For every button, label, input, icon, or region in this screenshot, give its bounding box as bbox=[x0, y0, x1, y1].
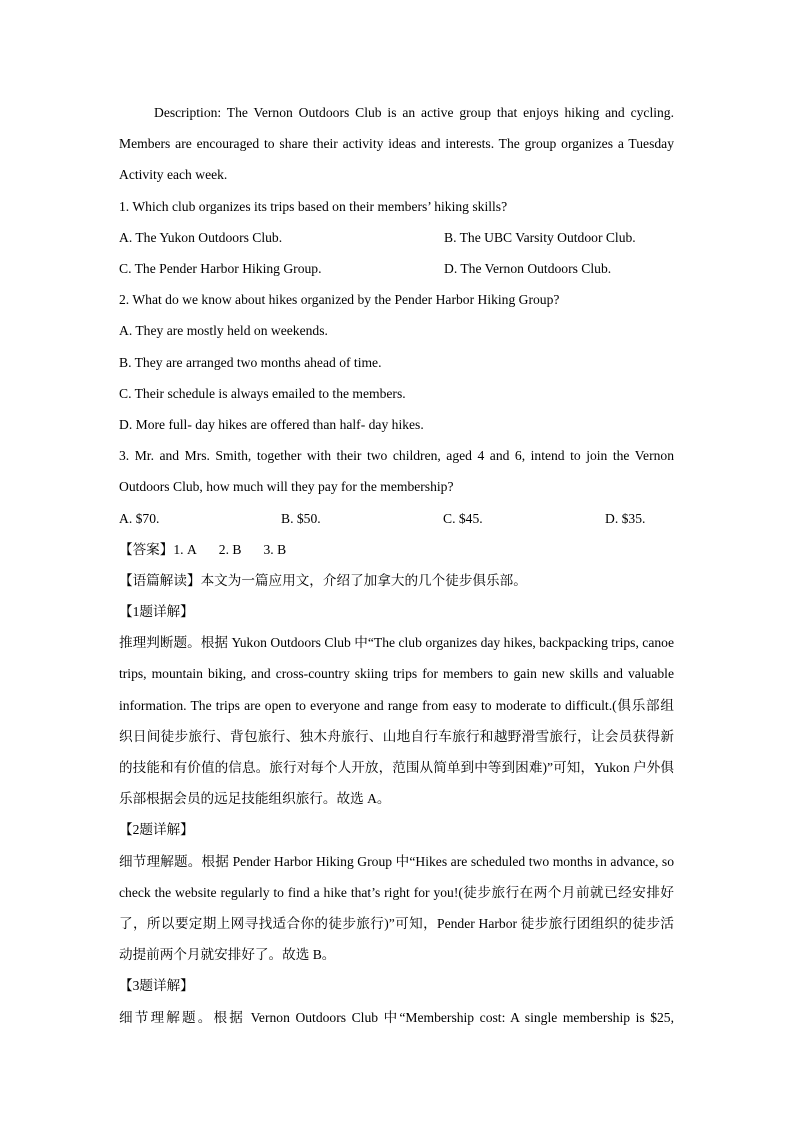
document-page bbox=[119, 97, 674, 1033]
question-1-options-row2 bbox=[119, 253, 674, 284]
question-2-option-a: A. They are mostly held on weekends. bbox=[119, 323, 328, 339]
question-3-option-a: A. $70. bbox=[119, 510, 160, 526]
question-2-stem: 2. What do we know about hikes organized by the Pender Harbor Hiking Group? bbox=[119, 292, 560, 308]
answer-item-3: 3. B bbox=[263, 541, 287, 557]
explanation-3-heading: 【3题详解】 bbox=[119, 978, 194, 994]
analysis-label: 【语篇解读】 bbox=[119, 572, 201, 588]
question-1-option-c: C. The Pender Harbor Hiking Group. bbox=[119, 260, 322, 276]
question-2-option-c: C. Their schedule is always emailed to the members. bbox=[119, 385, 406, 401]
question-3-options bbox=[119, 503, 674, 534]
question-2-option-b: B. They are arranged two months ahead of time. bbox=[119, 354, 382, 370]
explanation-1-text: 推理判断题。根据 Yukon Outdoors Club 中“The club organizes day hikes, backpacking trips, canoe trips, mountain biking, and cross-country skiing trips for members to gain new skills and valuable information. The trips are open to everyone and range from easy to moderate to difficult.(俱乐部组织日间徒步旅行、背包旅行、独木舟旅行、山地自行车旅行和越野滑雪旅行，让会员获得新的技能和有价值的信息。旅行对每个人开放，范围从简单到中等到困难)”可知，Yukon 户外俱乐部根据会员的远足技能组织旅行。故选 A。 bbox=[119, 635, 674, 807]
question-1-stem: 1. Which club organizes its trips based on their members’ hiking skills? bbox=[119, 198, 508, 214]
question-3-option-b: B. $50. bbox=[281, 510, 321, 526]
analysis-line bbox=[119, 565, 674, 596]
explanation-2-heading: 【2题详解】 bbox=[119, 822, 194, 838]
question-2-option-d: D. More full- day hikes are offered than half- day hikes. bbox=[119, 416, 424, 432]
explanation-2-text: 细节理解题。根据 Pender Harbor Hiking Group 中“Hikes are scheduled two months in advance, so check the website regularly to find a hike that’s right for you!(徒步旅行在两个月前就已经安排好了，所以要定期上网寻找适合你的徒步旅行)”可知，Pender Harbor 徒步旅行团组织的徒步活动提前两个月就安排好了。故选 B。 bbox=[119, 853, 674, 963]
answer-label: 【答案】 bbox=[119, 541, 174, 557]
answer-line bbox=[119, 534, 674, 565]
passage-description: Description: The Vernon Outdoors Club is an active group that enjoys hiking and cycling. Members are encouraged to share their activity ideas and interests. The group organizes a Tuesday Activity each week. bbox=[119, 105, 674, 183]
question-1-option-a: A. The Yukon Outdoors Club. bbox=[119, 229, 283, 245]
explanation-3-text: 细节理解题。根据 Vernon Outdoors Club 中“Membership cost: A single membership is $25, bbox=[119, 1009, 674, 1025]
question-1-options bbox=[119, 222, 674, 253]
question-3-stem: 3. Mr. and Mrs. Smith, together with their two children, aged 4 and 6, intend to join the Vernon Outdoors Club, how much will they pay for the membership? bbox=[119, 448, 674, 495]
answer-item-1: 1. A bbox=[173, 541, 197, 557]
question-1-option-b: B. The UBC Varsity Outdoor Club. bbox=[444, 229, 636, 245]
answer-item-2: 2. B bbox=[218, 541, 242, 557]
question-1-option-d: D. The Vernon Outdoors Club. bbox=[444, 260, 612, 276]
question-3-option-d: D. $35. bbox=[605, 510, 646, 526]
analysis-text: 本文为一篇应用文，介绍了加拿大的几个徒步俱乐部。 bbox=[200, 572, 527, 588]
question-3-option-c: C. $45. bbox=[443, 510, 483, 526]
explanation-1-heading: 【1题详解】 bbox=[119, 604, 194, 620]
